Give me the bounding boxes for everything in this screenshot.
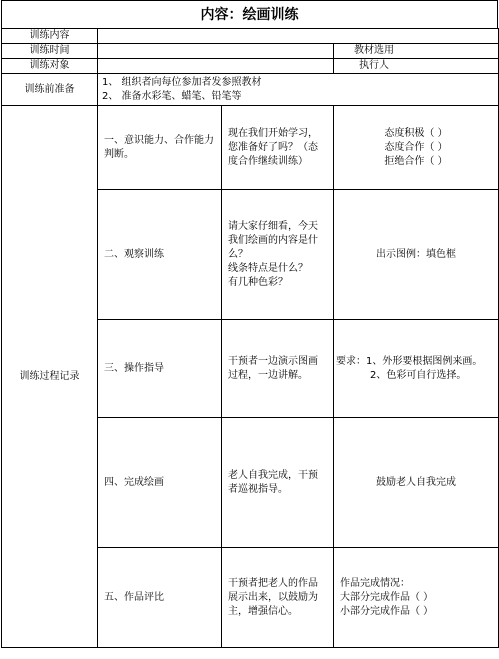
step-process xyxy=(222,190,334,320)
step-name: 三、操作指导 xyxy=(98,320,222,418)
page-title: 内容：绘画训练 xyxy=(1,0,498,28)
note-line: 作品完成情况： xyxy=(340,577,410,589)
row-time xyxy=(2,44,499,59)
note-line: 出示图例：填色框 xyxy=(376,248,456,260)
step-note xyxy=(334,548,499,648)
label-target: 训练对象 xyxy=(2,59,98,74)
process-line: 干预者一边演示图画 xyxy=(228,355,318,367)
note-line: 鼓励老人自我完成 xyxy=(376,476,456,488)
process-line: 过程，一边讲解。 xyxy=(228,369,308,381)
prep-items xyxy=(98,74,499,106)
step-process xyxy=(222,106,334,190)
step-row xyxy=(2,106,499,190)
value-content[interactable] xyxy=(98,29,499,44)
row-prep xyxy=(2,74,499,106)
process-line: 现在我们开始学习， xyxy=(228,127,318,139)
row-target xyxy=(2,59,499,74)
label-record: 训练过程记录 xyxy=(2,106,98,648)
process-line: 线条特点是什么？ xyxy=(228,262,308,274)
process-line: 有几种色彩？ xyxy=(228,276,288,288)
few-completed-option[interactable]: 小部分完成作品（ ） xyxy=(340,605,434,617)
step-process xyxy=(222,320,334,418)
prep-item: 2、 准备水彩笔、蜡笔、铅笔等 xyxy=(102,90,242,102)
attitude-refuse-option[interactable]: 拒绝合作（ ） xyxy=(384,155,448,167)
label-content: 训练内容 xyxy=(2,29,98,44)
step-name: 五、作品评比 xyxy=(98,548,222,648)
step-name: 一、意识能力、合作能力判断。 xyxy=(98,106,222,190)
step-note xyxy=(334,190,499,320)
process-line: 度合作继续训练） xyxy=(228,155,308,167)
attitude-active-option[interactable]: 态度积极（ ） xyxy=(384,127,448,139)
note-line: 2、色彩可自行选择。 xyxy=(370,369,467,381)
step-note xyxy=(334,320,499,418)
process-line: 者巡视指导。 xyxy=(228,483,288,495)
prep-item: 1、 组织者向每位参加者发参照教材 xyxy=(102,76,262,88)
process-line: 主，增强信心。 xyxy=(228,605,298,617)
step-note xyxy=(334,106,499,190)
note-line: 要求：1、外形要根据图例来画。 xyxy=(336,355,483,367)
process-line: 展示出来，以鼓励为 xyxy=(228,591,318,603)
process-line: 我们绘画的内容是什 xyxy=(228,234,318,246)
most-completed-option[interactable]: 大部分完成作品（ ） xyxy=(340,591,434,603)
process-line: 请大家仔细看，今天 xyxy=(228,220,318,232)
process-line: 么？ xyxy=(228,248,248,260)
step-note xyxy=(334,418,499,548)
row-content xyxy=(2,29,499,44)
label-executor-wrap xyxy=(334,59,499,74)
process-line: 老人自我完成，干预 xyxy=(228,469,318,481)
value-time[interactable] xyxy=(98,44,334,59)
label-textbook-wrap xyxy=(334,44,499,59)
process-line: 您准备好了吗？（态 xyxy=(228,141,318,153)
label-prep: 训练前准备 xyxy=(2,74,98,106)
attitude-cooperate-option[interactable]: 态度合作（ ） xyxy=(384,141,448,153)
step-name: 四、完成绘画 xyxy=(98,418,222,548)
label-executor: 执行人 xyxy=(359,60,389,71)
label-time: 训练时间 xyxy=(2,44,98,59)
process-line: 干预者把老人的作品 xyxy=(228,577,318,589)
step-process xyxy=(222,418,334,548)
label-textbook: 教材选用 xyxy=(354,45,394,56)
record-table xyxy=(1,28,499,648)
step-process xyxy=(222,548,334,648)
step-name: 二、观察训练 xyxy=(98,190,222,320)
value-target[interactable] xyxy=(98,59,334,74)
